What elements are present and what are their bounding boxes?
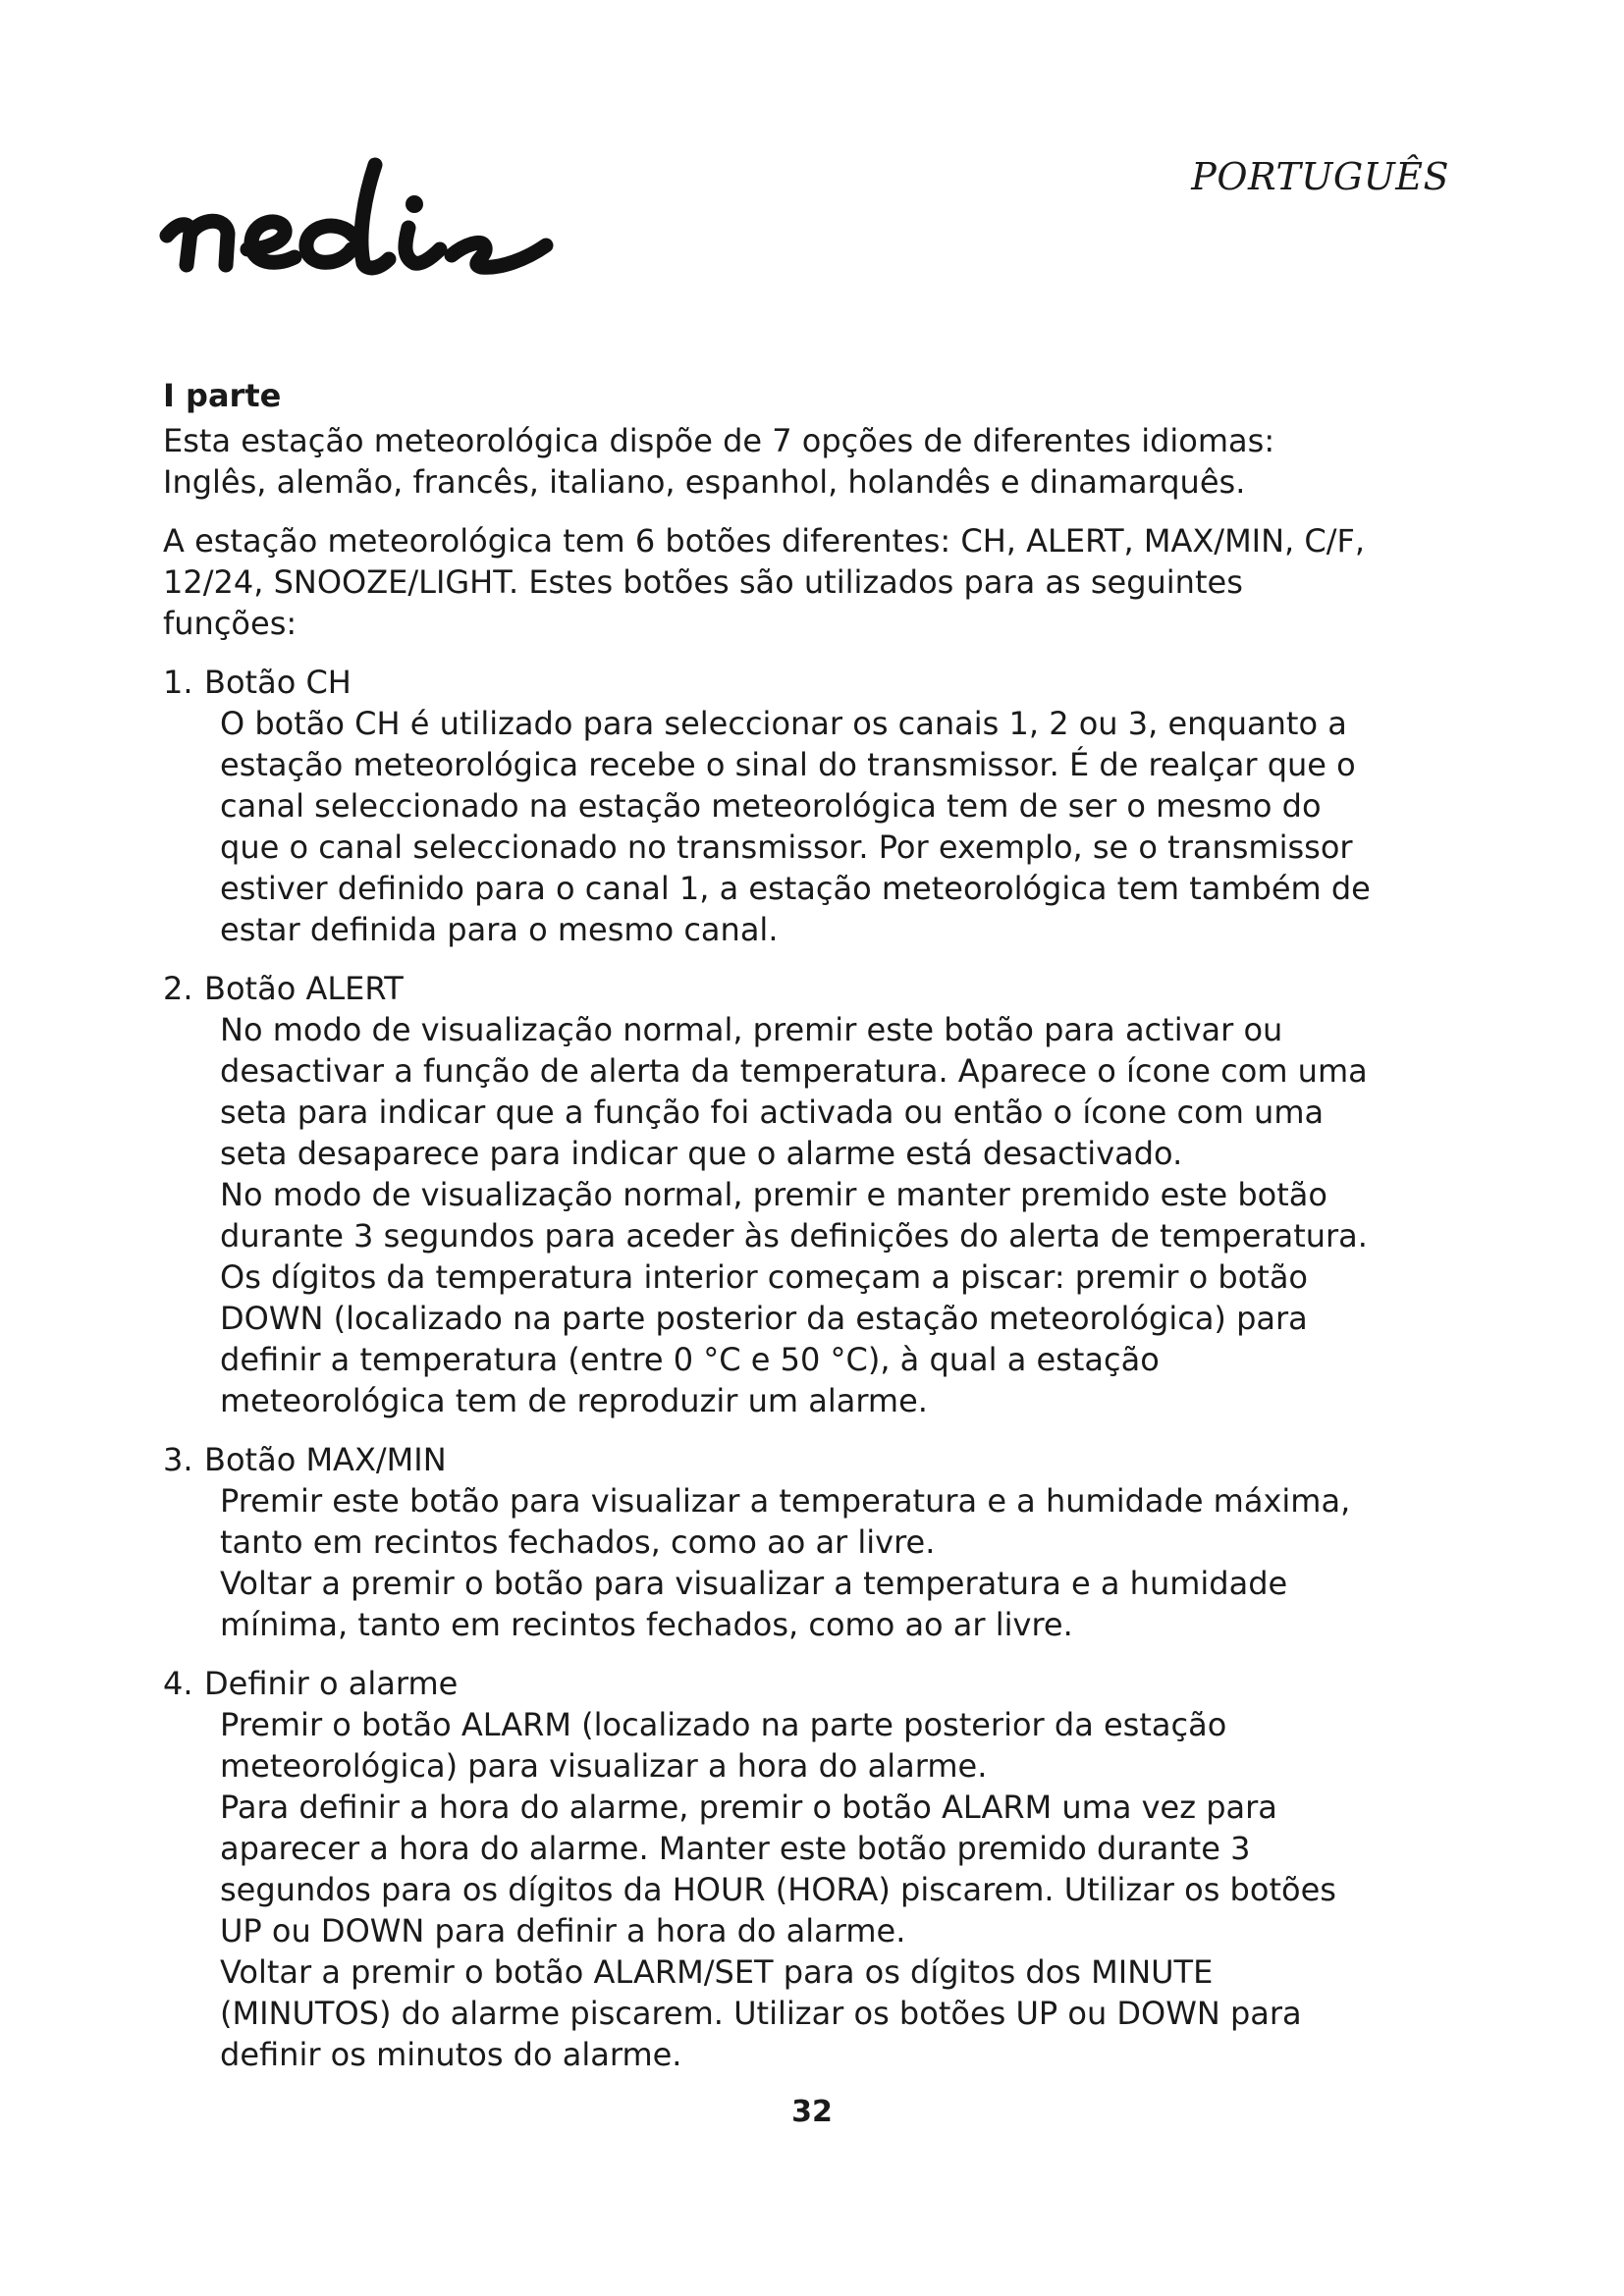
item-paragraph: Para definir a hora do alarme, premir o botão ALARM uma vez para aparecer a hora do alarme. Manter este botão premido durante 3 segundos para os dígitos da HOUR (HORA) piscarem. Utilizar os botões UP ou DOWN para definir a hora do alarme. (220, 1789, 1336, 1949)
item-number: 4. (163, 1665, 193, 1702)
item-paragraph: Voltar a premir o botão ALARM/SET para os dígitos dos MINUTE (MINUTOS) do alarme piscarem. Utilizar os botões UP ou DOWN para definir os minutos do alarme. (220, 1953, 1302, 2073)
item-paragraph: Premir o botão ALARM (localizado na parte posterior da estação meteorológica) para visualizar a hora do alarme. (220, 1706, 1227, 1785)
item-title: Botão ALERT (204, 970, 404, 1007)
language-label: PORTUGUÊS (1191, 155, 1449, 198)
item-paragraph: Premir este botão para visualizar a temperatura e a humidade máxima, tanto em recintos fechados, como ao ar livre. (220, 1482, 1351, 1561)
intro-paragraph-buttons: A estação meteorológica tem 6 botões diferentes: CH, ALERT, MAX/MIN, C/F, 12/24, SNOOZE/LIGHT. Estes botões são utilizados para as seguintes funções: (163, 522, 1366, 642)
item-paragraph: Voltar a premir o botão para visualizar a temperatura e a humidade mínima, tanto em recintos fechados, como ao ar livre. (220, 1565, 1288, 1643)
item-paragraph: No modo de visualização normal, premir e manter premido este botão durante 3 segundos para aceder às definições do alerta de temperatura. Os dígitos da temperatura interior começam a piscar: premir o botão DOWN (localizado na parte posterior da estação meteorológica) para definir a temperatura (entre 0 °C e 50 °C), à qual a estação meteorológica tem de reproduzir um alarme. (220, 1176, 1368, 1419)
list-item (163, 662, 1380, 950)
page-number: 32 (791, 2095, 833, 2129)
list-item (163, 1439, 1380, 1645)
item-number: 2. (163, 970, 193, 1007)
item-number: 1. (163, 664, 193, 701)
nedis-logo (157, 155, 609, 283)
list-item (163, 968, 1380, 1421)
item-number: 3. (163, 1441, 193, 1478)
item-paragraph: O botão CH é utilizado para seleccionar os canais 1, 2 ou 3, enquanto a estação meteorológica recebe o sinal do transmissor. É de realçar que o canal seleccionado na estação meteorológica tem de ser o mesmo do que o canal seleccionado no transmissor. Por exemplo, se o transmissor estiver definido para o canal 1, a estação meteorológica tem também de estar definida para o mesmo canal. (220, 705, 1371, 948)
section-title: I parte (163, 377, 282, 414)
item-title: Botão CH (204, 664, 352, 701)
item-paragraph: No modo de visualização normal, premir este botão para activar ou desactivar a função de alerta da temperatura. Aparece o ícone com uma seta para indicar que a função foi activada ou então o ícone com uma seta desaparece para indicar que o alarme está desactivado. (220, 1011, 1368, 1172)
button-function-list (163, 662, 1380, 2075)
main-content (163, 375, 1380, 2093)
intro-paragraph-languages: Esta estação meteorológica dispõe de 7 opções de diferentes idiomas: Inglês, alemão, francês, italiano, espanhol, holandês e dinamarquês. (163, 422, 1275, 501)
list-item (163, 1663, 1380, 2075)
item-title: Botão MAX/MIN (204, 1441, 447, 1478)
item-title: Definir o alarme (204, 1665, 459, 1702)
